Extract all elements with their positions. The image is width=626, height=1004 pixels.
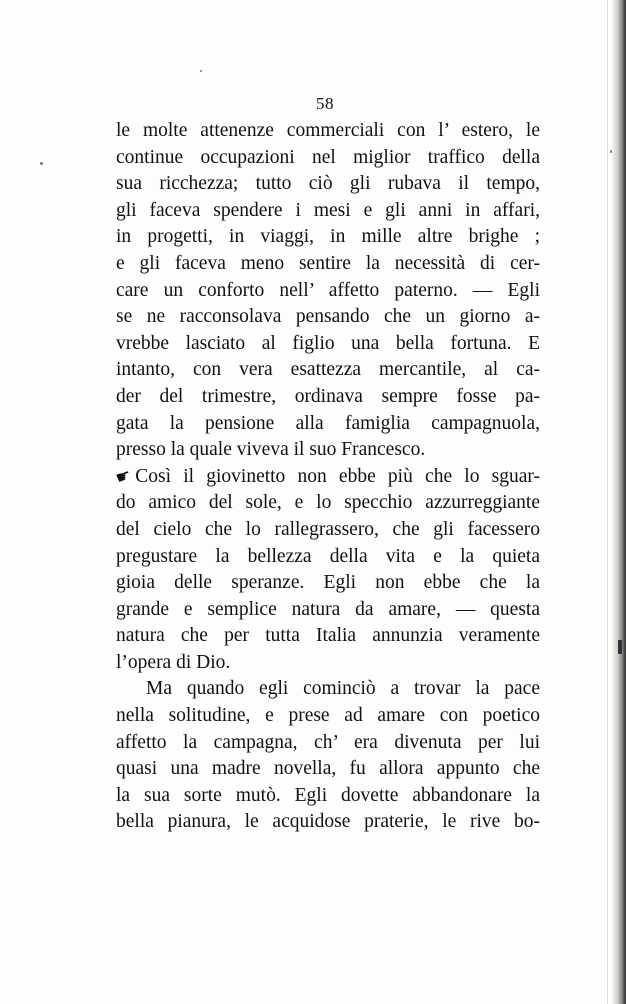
paper-speck bbox=[40, 162, 43, 165]
text-line: quasi una madre novella, fu allora appunto che bbox=[116, 758, 540, 780]
text-line: presso la quale viveva il suo Francesco. bbox=[116, 439, 426, 461]
text-line: e gli faceva meno sentire la necessità di cer- bbox=[116, 252, 540, 274]
text-line: pregustare la bellezza della vita e la quieta bbox=[116, 545, 540, 567]
body-text bbox=[112, 118, 540, 836]
text-line: sua ricchezza; tutto ciò gli rubava il tempo, bbox=[116, 173, 540, 195]
text-line: gata la pensione alla famiglia campagnuola, bbox=[116, 412, 540, 434]
text-line: der del trimestre, ordinava sempre fosse pa- bbox=[116, 385, 540, 407]
paper-speck bbox=[610, 150, 612, 153]
text-line: del cielo che lo rallegrassero, che gli facessero bbox=[116, 518, 540, 540]
page-number: 58 bbox=[316, 94, 334, 113]
text-line: continue occupazioni nel miglior traffico della bbox=[116, 146, 540, 168]
text-line-content: Così il giovinetto non ebbe più che lo sguar- bbox=[135, 465, 540, 487]
text-line: intanto, con vera esattezza mercantile, al ca- bbox=[116, 359, 540, 381]
text-line: natura che per tutta Italia annunzia veramente bbox=[116, 625, 540, 647]
text-line: Ma quando egli cominciò a trovar la pace bbox=[146, 678, 540, 700]
text-line: la sua sorte mutò. Egli dovette abbandonare la bbox=[116, 784, 540, 806]
text-line: in progetti, in viaggi, in mille altre brighe ; bbox=[116, 226, 540, 248]
text-line: bella pianura, le acquidose praterie, le rive bo- bbox=[116, 811, 540, 833]
edge-mark bbox=[618, 640, 622, 654]
text-line: care un conforto nell’ affetto paterno. — Egli bbox=[116, 279, 540, 301]
text-line: do amico del sole, e lo specchio azzurreggiante bbox=[116, 492, 540, 514]
page-edge-shadow bbox=[612, 0, 626, 1004]
text-line-with-marker bbox=[112, 464, 540, 491]
paper-speck bbox=[200, 70, 202, 72]
text-line: gioia delle speranze. Egli non ebbe che la bbox=[116, 572, 540, 594]
text-line: se ne racconsolava pensando che un giorno a- bbox=[116, 306, 540, 328]
text-line: affetto la campagna, ch’ era divenuta per lui bbox=[116, 731, 540, 753]
text-line: nella solitudine, e prese ad amare con poetico bbox=[116, 705, 540, 727]
text-line: grande e semplice natura da amare, — questa bbox=[116, 598, 540, 620]
text-line: vrebbe lasciato al figlio una bella fortuna. E bbox=[116, 332, 540, 354]
text-line: gli faceva spendere i mesi e gli anni in affari, bbox=[116, 199, 540, 221]
text-line: le molte attenenze commerciali con l’ estero, le bbox=[116, 120, 540, 141]
page-fold-line bbox=[607, 0, 608, 1004]
text-line: l’opera di Dio. bbox=[116, 651, 231, 673]
pointing-hand-icon: ☛ bbox=[112, 464, 134, 488]
